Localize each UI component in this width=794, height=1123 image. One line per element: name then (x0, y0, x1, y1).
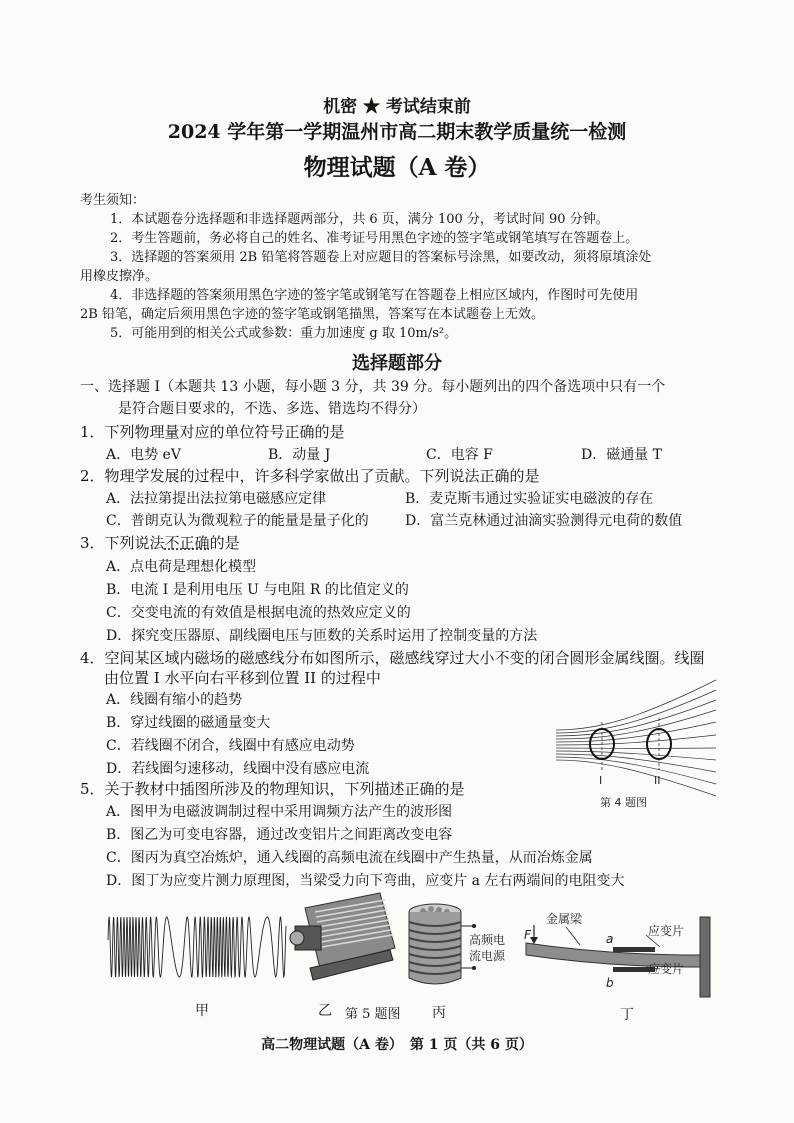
strain-gauge-a (613, 947, 655, 952)
q1-option-b: B．动量 J (268, 447, 331, 463)
gauge-a-label: a (606, 932, 614, 946)
section-intro: 一、选择题 I（本题共 13 小题，每小题 3 分，共 39 分。每小题列出的四个备选项中只有一个 (80, 379, 666, 395)
fig-label-yi: 乙 (318, 1003, 332, 1019)
gauge-b-label: b (606, 976, 614, 990)
q5-stem: 5．关于教材中插图所涉及的物理知识，下列描述正确的是 (80, 780, 465, 798)
q5-option-a: A．图甲为电磁波调制过程中采用调频方法产生的波形图 (106, 804, 453, 820)
capacitor-knob (290, 931, 304, 945)
q5-option-d: D．图丁为应变片测力原理图，当梁受力向下弯曲，应变片 a 左右两端间的电阻变大 (106, 873, 625, 889)
fm-wave (108, 917, 286, 977)
notice-item: 用橡皮擦净。 (80, 269, 159, 284)
q2-option-b: B．麦克斯韦通过实验证实电磁波的存在 (405, 491, 654, 507)
q4-option-a: A．线圈有缩小的趋势 (106, 692, 243, 708)
force-arrowhead (530, 937, 538, 944)
q3-option-a: A．点电荷是理想化模型 (106, 559, 257, 575)
notice-heading: 考生须知： (80, 193, 146, 208)
page-footer: 高二物理试题（A 卷） 第 1 页（共 6 页） (261, 1037, 533, 1053)
q4-figure (556, 680, 716, 809)
position-2-label: II (654, 774, 661, 787)
terminal-dot (472, 924, 476, 928)
terminal-dot (472, 966, 476, 970)
beam-leader (566, 927, 580, 945)
q2-option-c: C．普朗克认为微观粒子的能量是量子化的 (106, 513, 369, 529)
notice-item: 2B 铅笔，确定后须用黑色字迹的签字笔或钢笔描黑，答案写在本试题卷上无效。 (80, 307, 544, 322)
q4-option-d: D．若线圈匀速移动，线圈中没有感应电流 (106, 761, 370, 777)
fig-label-jia: 甲 (195, 1003, 209, 1019)
q3-stem (80, 532, 240, 553)
exam-subtitle: 物理试题（A 卷） (303, 154, 491, 181)
notice-item: 3．选择题的答案须用 2B 铅笔将答题卷上对应题目的答案标号涂黑，如要改动，须将原填涂处 (110, 250, 652, 265)
vacuum-furnace-figure (405, 900, 515, 995)
q2-option-a: A．法拉第提出法拉第电磁感应定律 (106, 491, 327, 507)
notice-item: 1．本试题卷分选择题和非选择题两部分，共 6 页，满分 100 分，考试时间 90 分钟。 (110, 212, 609, 227)
hf-source-label: 流电源 (469, 949, 506, 963)
fig-label-ding: 丁 (620, 1007, 634, 1023)
fm-waveform-figure (108, 910, 288, 985)
strain-top-label: 应变片 (648, 924, 685, 938)
fig-label-bing: 丙 (432, 1005, 446, 1021)
section-intro: 是符合题目要求的，不选、多选、错选均不得分） (118, 401, 426, 417)
q3-option-d: D．探究变压器原、副线圈电压与匝数的关系时运用了控制变量的方法 (106, 628, 538, 644)
notice-item: 5．可能用到的相关公式或参数：重力加速度 g 取 10m/s²。 (110, 326, 458, 341)
notice-item: 2．考生答题前，务必将自己的姓名、准考证号用黑色字迹的签字笔或钢笔填写在答题卷上。 (110, 231, 639, 246)
q1-option-a: A．电势 eV (106, 447, 181, 463)
q5-option-b: B．图乙为可变电容器，通过改变铝片之间距离改变电容 (106, 827, 453, 843)
q1-option-c: C．电容 F (426, 447, 493, 463)
q2-stem: 2．物理学发展的过程中，许多科学家做出了贡献。下列说法正确的是 (80, 467, 540, 485)
q2-option-d: D．富兰克林通过油滴实验测得元电荷的数值 (405, 513, 683, 529)
q1-stem: 1．下列物理量对应的单位符号正确的是 (80, 423, 345, 441)
q4-stem: 4．空间某区域内磁场的磁感线分布如图所示，磁感线穿过大小不变的闭合圆形金属线圈。线圈 (80, 649, 705, 667)
hf-source-label: 高频电 (469, 933, 506, 947)
field-lines (556, 680, 716, 796)
position-1-label: I (599, 774, 603, 787)
beam-label: 金属梁 (546, 912, 583, 926)
strain-bottom-label: 应变片 (648, 962, 685, 976)
variable-capacitor-figure (285, 888, 400, 993)
strain-gauge-figure (518, 905, 728, 1000)
q3-option-b: B．电流 I 是利用电压 U 与电阻 R 的比值定义的 (106, 582, 409, 598)
q4-stem: 由位置 I 水平向右平移到位置 II 的过程中 (104, 669, 381, 687)
q4-figure-caption: 第 4 题图 (600, 796, 647, 809)
force-label: F (524, 928, 531, 942)
q3-stem-emphasis: 不正确 (164, 534, 210, 552)
q5-option-c: C．图丙为真空冶炼炉，通入线圈的高频电流在线圈中产生热量，从而冶炼金属 (106, 850, 593, 866)
q1-option-d: D．磁通量 T (581, 447, 663, 463)
q3-option-c: C．交变电流的有效值是根据电流的热效应定义的 (106, 605, 411, 621)
q3-stem-suffix: 的是 (209, 534, 240, 552)
q4-option-b: B．穿过线圈的磁通量变大 (106, 715, 271, 731)
q3-stem-prefix: 3．下列说法 (80, 534, 165, 552)
notice-item: 4．非选择题的答案须用黑色字迹的签字笔或钢笔写在答题卷上相应区域内，作图时可先使用 (110, 288, 639, 303)
secret-label: 机密 ★ 考试结束前 (323, 97, 471, 117)
section-title: 选择题部分 (352, 353, 442, 374)
wall-support (700, 917, 710, 997)
q4-option-c: C．若线圈不闭合，线圈中有感应电动势 (106, 738, 355, 754)
exam-title: 2024 学年第一学期温州市高二期末教学质量统一检测 (167, 121, 627, 143)
q5-figure-caption: 第 5 题图 (345, 1007, 401, 1022)
